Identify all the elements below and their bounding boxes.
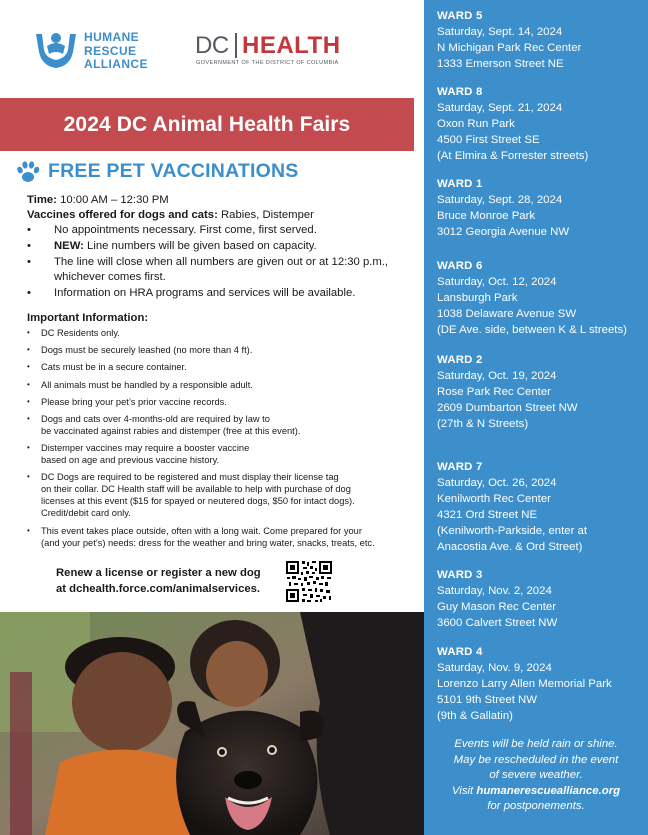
event-schedule-column	[424, 0, 648, 835]
ward-name: WARD 8	[437, 86, 483, 98]
event-venue: Bruce Monroe Park	[437, 210, 536, 222]
time-row	[27, 193, 412, 208]
list-item: • All animals must be handled by a responsible adult.	[27, 379, 412, 391]
ward-name: WARD 7	[437, 461, 483, 473]
hra-website-link[interactable]: humanerescuealliance.org	[476, 784, 621, 797]
ward-6-event	[437, 258, 645, 338]
ward-name: WARD 6	[437, 260, 483, 272]
ward-name: WARD 3	[437, 569, 483, 581]
event-note: (9th & Gallatin)	[437, 710, 513, 722]
event-address: 1333 Emerson Street NE	[437, 58, 564, 70]
hra-logo-text: HUMANE RESCUE ALLIANCE	[84, 30, 148, 71]
list-item: • NEW: Line numbers will be given based on capacity.	[27, 239, 412, 254]
renew-line-1: Renew a license or register a new dog	[56, 567, 261, 579]
notice-line: of severe weather.	[489, 769, 583, 782]
event-address: 3012 Georgia Avenue NW	[437, 226, 570, 238]
event-address: 4321 Ord Street NE	[437, 509, 538, 521]
weather-notice	[424, 737, 648, 815]
notice-line: for postponements.	[487, 800, 585, 813]
vaccines-row	[27, 208, 412, 223]
event-date: Saturday, Sept. 21, 2024	[437, 102, 563, 114]
event-address: 3600 Calvert Street NW	[437, 617, 558, 629]
event-venue: Kenilworth Rec Center	[437, 493, 551, 505]
event-venue: Oxon Run Park	[437, 118, 515, 130]
event-date: Saturday, Sept. 28, 2024	[437, 194, 563, 206]
ward-2-event	[437, 352, 645, 432]
dc-logo-divider	[235, 33, 237, 58]
event-date: Saturday, Sept. 14, 2024	[437, 26, 563, 38]
kids-with-dog-photo	[0, 612, 424, 835]
event-venue: Rose Park Rec Center	[437, 386, 551, 398]
list-item: • No appointments necessary. First come, first served.	[27, 223, 412, 238]
list-item: • Cats must be in a secure container.	[27, 361, 412, 373]
ward-name: WARD 2	[437, 354, 483, 366]
ward-7-event	[437, 459, 645, 555]
paw-icon	[15, 159, 41, 185]
notice-line: May be rescheduled in the event	[453, 753, 619, 766]
ward-name: WARD 4	[437, 646, 483, 658]
ward-8-event	[437, 84, 645, 164]
humane-rescue-alliance-logo-icon	[32, 28, 80, 72]
renew-link[interactable]: at dchealth.force.com/animalservices.	[56, 582, 261, 595]
list-item: • Information on HRA programs and services will be available.	[27, 286, 412, 301]
time-value: 10:00 AM – 12:30 PM	[56, 194, 169, 206]
event-date: Saturday, Oct. 19, 2024	[437, 370, 557, 382]
list-item: • DC Residents only.	[27, 327, 412, 339]
dc-logo-gov-text: GOVERNMENT OF THE DISTRICT OF COLUMBIA	[196, 60, 339, 66]
page-title: 2024 DC Animal Health Fairs	[63, 112, 351, 136]
event-date: Saturday, Nov. 2, 2024	[437, 585, 552, 597]
title-band	[0, 98, 414, 151]
event-address: 2609 Dumbarton Street NW	[437, 402, 578, 414]
dc-logo-prefix: DC	[195, 32, 229, 59]
ward-3-event	[437, 567, 645, 631]
renew-license-text	[56, 566, 261, 597]
vaccination-details	[27, 193, 412, 302]
time-label: Time:	[27, 194, 57, 206]
notice-line: Visit humanerescuealliance.org	[451, 784, 621, 797]
vaccinations-heading: FREE PET VACCINATIONS	[48, 160, 299, 182]
vaccination-bullets	[27, 223, 412, 300]
event-note: (At Elmira & Forrester streets)	[437, 150, 589, 162]
event-address: 1038 Delaware Avenue SW	[437, 308, 577, 320]
ward-5-event	[437, 8, 645, 72]
event-note: Anacostia Ave. & Ord Street)	[437, 541, 583, 553]
list-item: • Distemper vaccines may require a booster vaccine based on age and previous vaccine history.	[27, 442, 412, 466]
event-address: 4500 First Street SE	[437, 134, 540, 146]
list-item: • DC Dogs are required to be registered and must display their license tag on their collar. DC Health staff will be available to help with purchase of dog licenses at this event ($15 for spayed or neutered dogs, $50 for intact dogs). Credit/debit card only.	[27, 471, 412, 519]
event-venue: Guy Mason Rec Center	[437, 601, 557, 613]
vaccines-label: Vaccines offered for dogs and cats:	[27, 208, 218, 221]
important-info-list	[27, 327, 412, 554]
list-item: • Dogs and cats over 4-months-old are required by law to be vaccinated against rabies and distemper (free at this event).	[27, 413, 412, 437]
vaccines-value: Rabies, Distemper	[217, 208, 314, 221]
event-date: Saturday, Oct. 26, 2024	[437, 477, 557, 489]
dc-logo-health: HEALTH	[242, 32, 341, 59]
important-info-heading: Important Information:	[27, 312, 149, 324]
list-item: • Dogs must be securely leashed (no more than 4 ft).	[27, 344, 412, 356]
list-item: • The line will close when all numbers are given out or at 12:30 p.m., whichever comes first.	[27, 255, 412, 284]
qr-code-icon[interactable]	[285, 560, 333, 603]
event-address: 5101 9th Street NW	[437, 694, 538, 706]
event-date: Saturday, Oct. 12, 2024	[437, 276, 557, 288]
event-venue: N Michigan Park Rec Center	[437, 42, 582, 54]
list-item: • This event takes place outside, often with a long wait. Come prepared for your (and your pet’s) needs: dress for the weather and bring water, snacks, treats, etc.	[27, 525, 412, 549]
event-date: Saturday, Nov. 9, 2024	[437, 662, 552, 674]
notice-line: Events will be held rain or shine.	[454, 738, 618, 750]
ward-name: WARD 5	[437, 10, 483, 22]
event-note: (DE Ave. side, between K & L streets)	[437, 324, 627, 336]
list-item: • Please bring your pet’s prior vaccine records.	[27, 396, 412, 408]
ward-name: WARD 1	[437, 178, 483, 190]
event-note: (27th & N Streets)	[437, 418, 529, 430]
event-venue: Lorenzo Larry Allen Memorial Park	[437, 678, 612, 690]
event-note: (Kenilworth-Parkside, enter at	[437, 525, 588, 537]
ward-1-event	[437, 176, 645, 240]
event-venue: Lansburgh Park	[437, 292, 518, 304]
ward-4-event	[437, 644, 645, 724]
